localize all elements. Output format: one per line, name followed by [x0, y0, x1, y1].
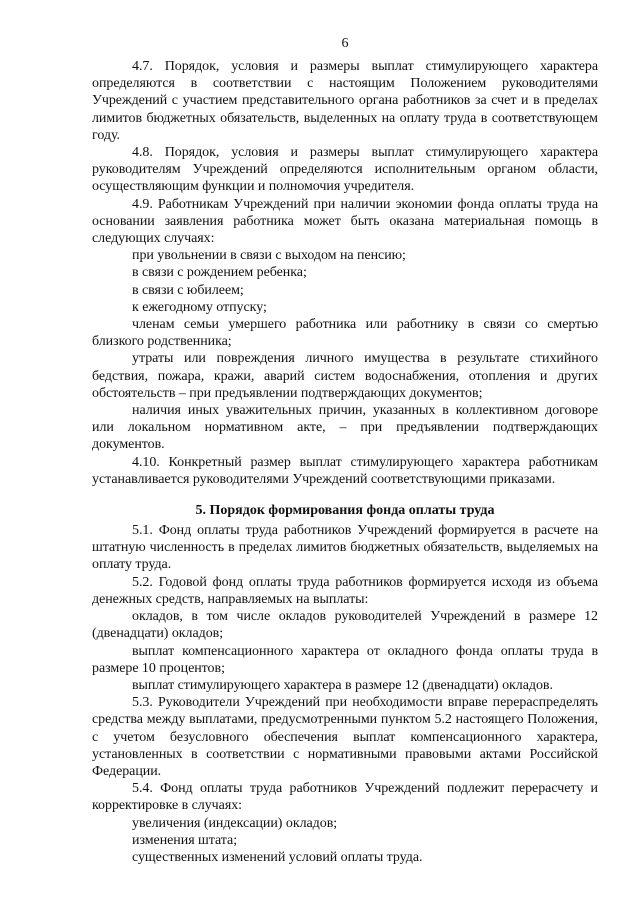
clause-paragraph: 5.2. Годовой фонд оплаты труда работников формируется исходя из объема денежных средств, направляемых на выплаты:	[92, 574, 598, 607]
list-item: утраты или повреждения личного имущества в результате стихийного бедствия, пожара, кражи, аварий систем водоснабжения, отопления и других обстоятельств – при предъявлении подтверждающих документов;	[92, 351, 598, 401]
clause-paragraph: 4.10. Конкретный размер выплат стимулирующего характера работникам устанавливается руководителями Учреждений соответствующими приказами.	[92, 454, 598, 487]
clause-paragraph: 4.8. Порядок, условия и размеры выплат стимулирующего характера руководителям Учреждений определяются исполнительным органом области, осуществляющим функции и полномочия учредителя.	[92, 145, 598, 195]
list-item: увеличения (индексации) окладов;	[132, 815, 338, 831]
clause-paragraph: 5.3. Руководители Учреждений при необходимости вправе перераспределять средства между выплатами, предусмотренными пунктом 5.2 настоящего Положения, с учетом безусловного обеспечения выплат компенсационного характера, установленных в соответствии с нормативными правовыми актами Российской Федерации.	[92, 695, 598, 779]
section-5-clauses	[92, 522, 598, 866]
section-4-clauses	[92, 58, 598, 488]
list-item: при увольнении в связи с выходом на пенсию;	[132, 248, 406, 264]
document-page	[92, 34, 598, 866]
list-item: существенных изменений условий оплаты труда.	[132, 849, 423, 865]
list-item: выплат стимулирующего характера в размере 12 (двенадцати) окладов.	[132, 677, 553, 693]
list-item: к ежегодному отпуску;	[132, 299, 267, 315]
clause-paragraph: 4.9. Работникам Учреждений при наличии экономии фонда оплаты труда на основании заявления работника может быть оказана материальная помощь в следующих случаях:	[92, 196, 598, 247]
clause-paragraph: 5.1. Фонд оплаты труда работников Учреждений формируется в расчете на штатную численность в пределах лимитов бюджетных обязательств, выделяемых на оплату труда.	[92, 523, 598, 573]
list-item: членам семьи умершего работника или работнику в связи со смертью близкого родственника;	[92, 317, 598, 350]
list-item: в связи с юбилеем;	[132, 282, 244, 298]
section-5-heading: 5. Порядок формирования фонда оплаты труда	[195, 503, 495, 519]
clause-paragraph: 4.7. Порядок, условия и размеры выплат стимулирующего характера определяются в соответствии с настоящим Положением руководителями Учреждений с участием представительного органа работников за счет и в пределах лимитов бюджетных обязательств, выделенных на оплату труда в соответствующем году.	[92, 59, 598, 143]
list-item: изменения штата;	[132, 832, 238, 848]
list-item: выплат компенсационного характера от окладного фонда оплаты труда в размере 10 процентов;	[92, 643, 598, 676]
page-number: 6	[341, 36, 349, 51]
clause-paragraph: 5.4. Фонд оплаты труда работников Учреждений подлежит перерасчету и корректировке в случаях:	[92, 781, 598, 814]
list-item: наличия иных уважительных причин, указанных в коллективном договоре или локальном нормативном акте, – при предъявлении подтверждающих документов.	[92, 403, 598, 453]
list-item: в связи с рождением ребенка;	[132, 265, 307, 281]
list-item: окладов, в том числе окладов руководителей Учреждений в размере 12 (двенадцати) окладов;	[92, 609, 598, 642]
